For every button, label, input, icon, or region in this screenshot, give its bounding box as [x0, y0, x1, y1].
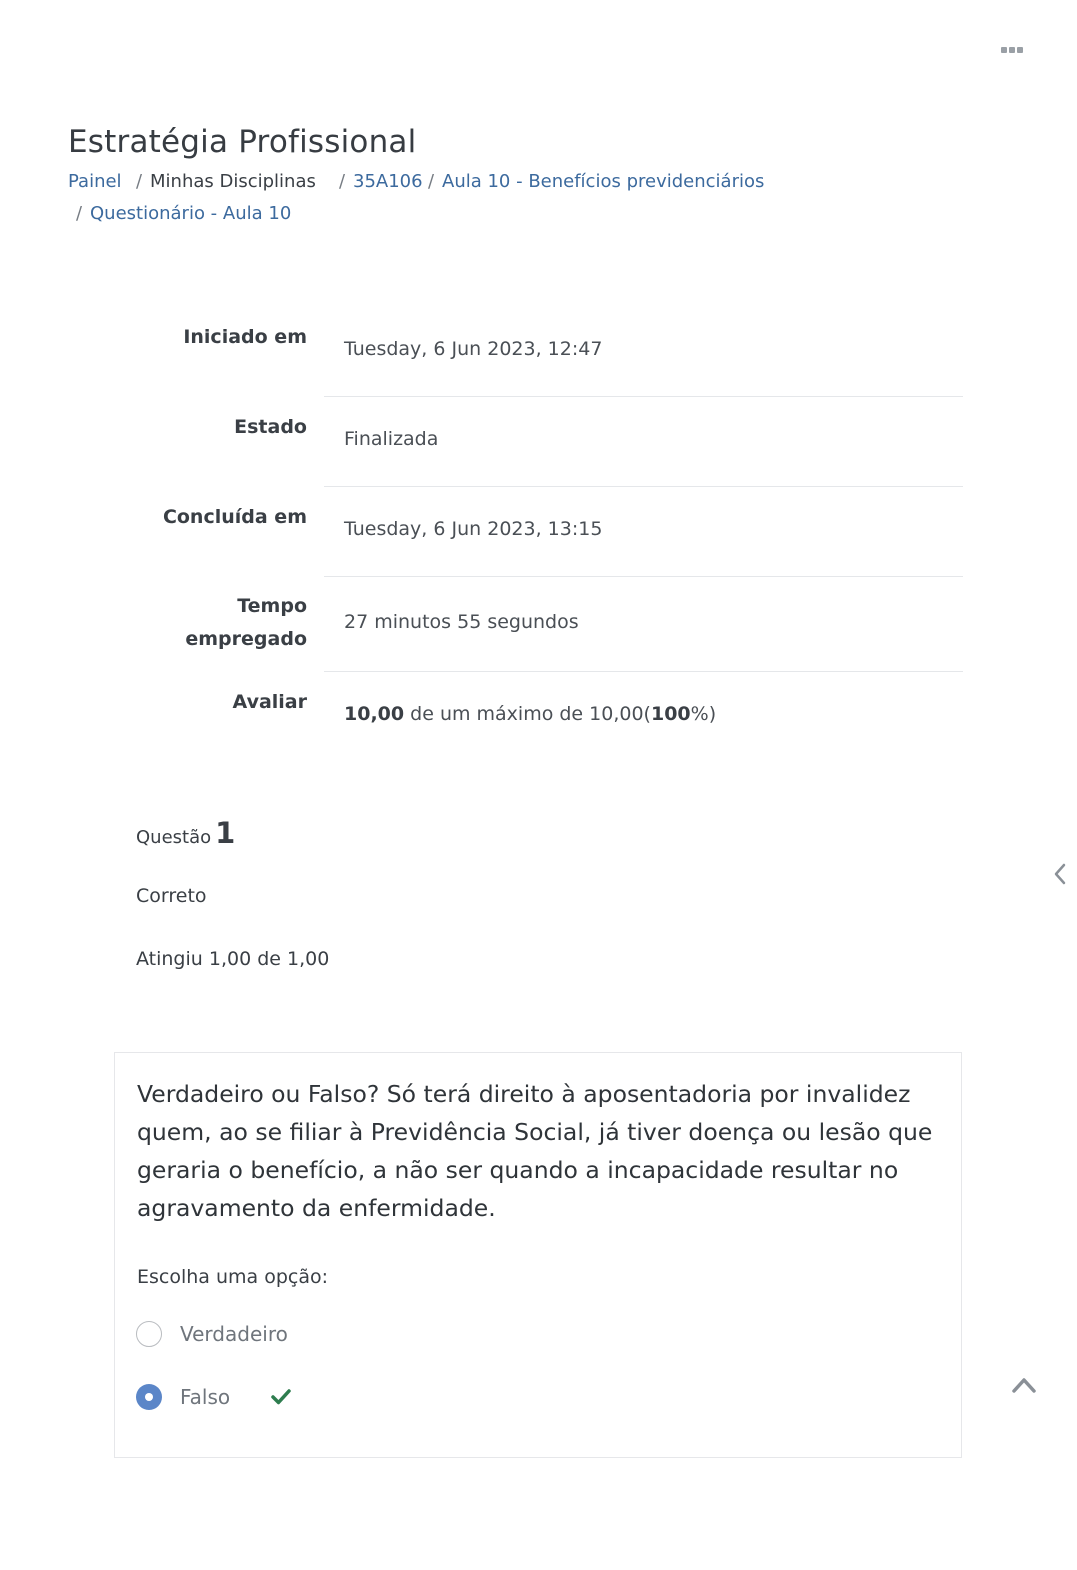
row-divider [324, 671, 963, 672]
breadcrumb-separator: / [339, 171, 346, 192]
question-text: Verdadeiro ou Falso? Só terá direito à aposentadoria por invalidez quem, ao se filiar à Previdência Social, já tiver doença ou lesão que geraria o benefício, a não ser quando a incapacidade resultar no agravamento da enfermidade. [137, 1080, 933, 1222]
chevron-left-icon[interactable] [1052, 862, 1068, 886]
breadcrumb-separator: / [136, 171, 143, 192]
chevron-up-icon[interactable] [1011, 1376, 1037, 1394]
question-label: Questão [136, 827, 212, 848]
question-number-value: 1 [215, 816, 236, 850]
summary-label-time-line2: empregado [185, 628, 307, 650]
summary-value-completed: Tuesday, 6 Jun 2023, 13:15 [344, 518, 603, 540]
option-label-verdadeiro: Verdadeiro [180, 1322, 288, 1346]
grade-suffix: %) [690, 703, 717, 725]
dot [1009, 47, 1015, 53]
radio-falso[interactable] [136, 1384, 162, 1410]
answer-prompt: Escolha uma opção: [137, 1266, 329, 1288]
summary-value-started: Tuesday, 6 Jun 2023, 12:47 [344, 338, 603, 360]
dot [1017, 47, 1023, 53]
summary-value-state: Finalizada [344, 428, 439, 450]
more-options-icon[interactable] [1001, 45, 1025, 55]
option-label-falso: Falso [180, 1385, 231, 1409]
row-divider [324, 396, 963, 397]
breadcrumb-lesson[interactable]: Aula 10 - Benefícios previdenciários [442, 171, 765, 192]
row-divider [324, 576, 963, 577]
summary-value-grade [344, 703, 716, 725]
dot [1001, 47, 1007, 53]
breadcrumb-quiz[interactable]: Questionário - Aula 10 [90, 203, 292, 224]
question-status: Correto [136, 885, 207, 907]
summary-label-started: Iniciado em [183, 326, 307, 348]
check-icon [270, 1387, 292, 1407]
question-marks: Atingiu 1,00 de 1,00 [136, 948, 330, 970]
breadcrumb-course[interactable]: 35A106 [353, 171, 423, 192]
option-falso[interactable] [136, 1381, 292, 1413]
grade-percent: 100 [650, 703, 691, 725]
summary-value-time: 27 minutos 55 segundos [344, 611, 579, 633]
summary-label-state: Estado [234, 416, 307, 438]
summary-label-grade: Avaliar [232, 691, 307, 713]
question-card [114, 1052, 962, 1458]
breadcrumb-painel[interactable]: Painel [68, 171, 122, 192]
summary-label-completed: Concluída em [162, 506, 307, 528]
grade-score: 10,00 [344, 703, 405, 725]
grade-text: de um máximo de 10,00( [404, 703, 651, 725]
option-verdadeiro[interactable] [136, 1318, 288, 1350]
breadcrumb-minhas-disciplinas: Minhas Disciplinas [150, 171, 316, 192]
question-number [136, 816, 235, 850]
summary-label-time-line1: Tempo [237, 595, 307, 617]
summary-label-time [185, 590, 307, 656]
breadcrumb-separator: / [428, 171, 435, 192]
row-divider [324, 486, 963, 487]
breadcrumb-separator: / [76, 203, 83, 224]
radio-verdadeiro[interactable] [136, 1321, 162, 1347]
page-title: Estratégia Profissional [68, 124, 417, 160]
